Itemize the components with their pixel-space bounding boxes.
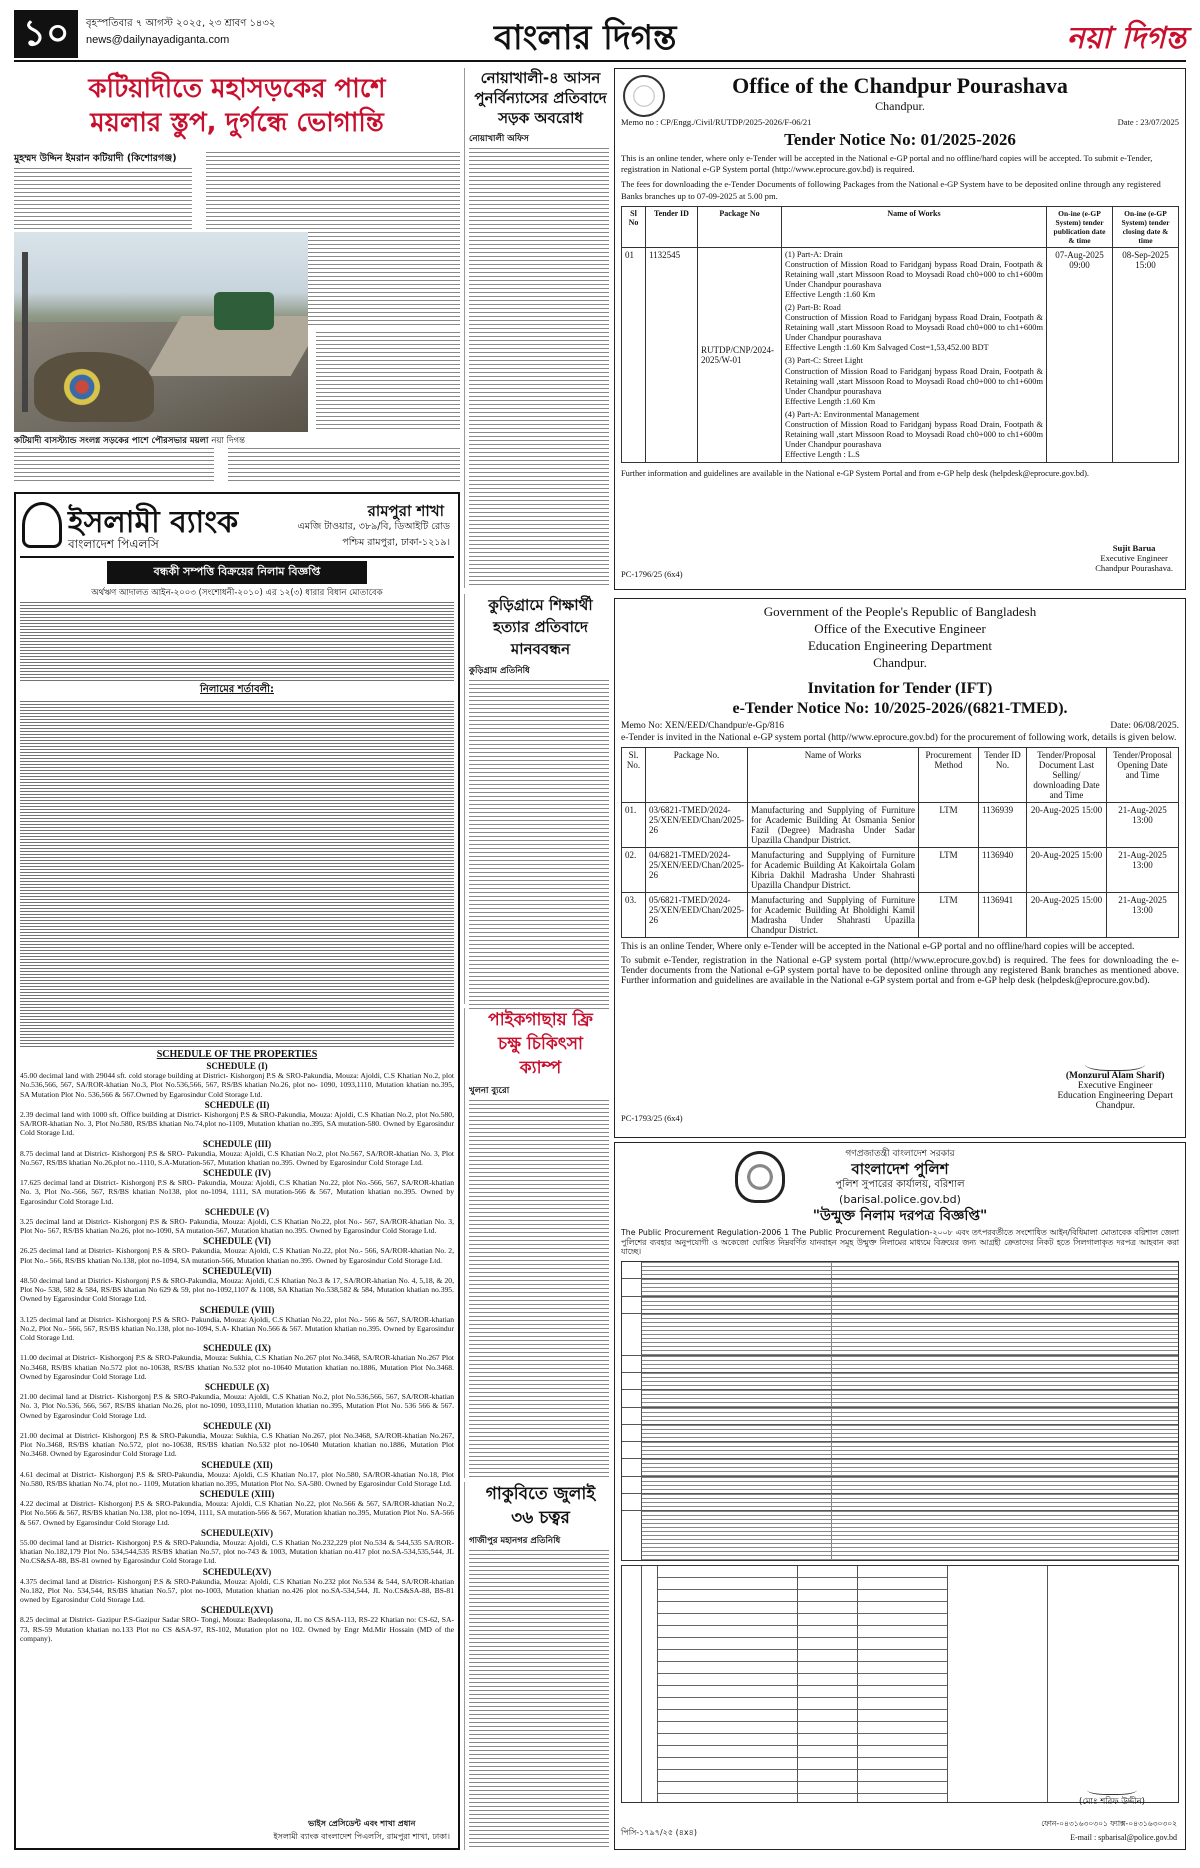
col-sl: Sl No	[622, 206, 646, 247]
story-noakhali	[464, 68, 612, 588]
note2: To submit e-Tender, registration in the National e-GP system portal (http//www.eprocure.gov.bd) is required. The fees for downloading the e-Tender documents from the National e-GP system portal have to be deposited online through any registered Bank branches as mentioned above. Further information and guidelines are available in the National e-GP system portal and from e-GP help desk (helpdesk@eprocure.gov.bd).	[621, 956, 1179, 986]
page-number: ১০	[14, 10, 78, 58]
body-text	[469, 1100, 609, 1480]
signer: ভাইস প্রেসিডেন্ট এবং শাখা প্রধান ইসলামী ব্যাংক বাংলাদেশ পিএলসি, রামপুরা শাখা, ঢাকা।	[273, 1819, 450, 1841]
pourashava-seal	[623, 75, 665, 117]
auction-info-table	[621, 1261, 1179, 1561]
branch-name: রামপুরা শাখা	[367, 502, 444, 520]
col-package: Package No	[698, 206, 782, 247]
law-line: অর্থঋণ আদালত আইন-২০০৩ (সংশোধনী-২০১০) এর ১২(৩) ধারার বিধান মোতাবেক	[91, 588, 383, 598]
byline: গাজীপুর মহানগর প্রতিনিধি	[469, 1536, 561, 1546]
police-pc-code: পিসি-১৭৯৭/২৫ (৪x৪)	[621, 1828, 697, 1837]
table-row: 02. 04/6821-TMED/2024-25/XEN/EED/Chan/2025-26 Manufacturing and Supplying of Furniture for Academic Building At Kakoirtala Golam Kibria Dakhil Madrasha Under Shahrasti Upazilla Chandpur District. LTM 1136940 20-Aug-2025 15:00 21-Aug-2025 13:00	[622, 848, 1179, 893]
byline: মুহম্মদ উদ্দিন ইমরান কটিয়াদী (কিশোরগঞ্জ)	[14, 153, 177, 164]
notice-title: Tender Notice No: 01/2025-2026	[784, 130, 1016, 149]
bank-logo-sub: বাংলাদেশ পিএলসি	[68, 537, 159, 551]
signature-scribble	[1085, 1055, 1145, 1071]
col-tender-id: Tender ID	[646, 206, 698, 247]
police-title: "উন্মুক্ত নিলাম দরপত্র বিজ্ঞপ্তি"	[812, 1208, 988, 1224]
photo-caption: কটিয়াদী বাসস্ট্যান্ড সংলগ্ন সড়কের পাশে পৌরসভার ময়লা নয়া দিগন্ত	[14, 436, 245, 446]
body-text	[14, 448, 214, 484]
pc-code: PC-1793/25 (6x4)	[621, 1113, 683, 1123]
memo-number: Memo no : CP/Engg./Civil/RUTDP/2025-2026/F-06/21	[621, 117, 812, 127]
headline: পাইকগাছায় ফ্রি চক্ষু চিকিৎসা ক্যাম্প	[488, 1010, 593, 1078]
headline: গাকুবিতে জুলাই ৩৬ চত্বর	[485, 1484, 596, 1528]
body-text	[228, 448, 460, 484]
office-subtitle: Chandpur.	[875, 99, 925, 113]
org-line1: Government of the People's Republic of Bangladesh	[763, 604, 1037, 619]
memo-number: Memo No: XEN/EED/Chandpur/e-Gp/816	[621, 721, 785, 731]
org-line2: Office of the Executive Engineer	[814, 621, 986, 636]
police-email: E-mail : spbarisal@police.gov.bd	[1070, 1833, 1177, 1842]
education-engineering-tender	[614, 598, 1186, 1138]
ift-title: Invitation for Tender (IFT)	[807, 680, 993, 697]
vehicle-list-table	[621, 1565, 1179, 1803]
memo-date: Date: 06/08/2025.	[1110, 721, 1179, 731]
org-line4: Chandpur.	[873, 655, 927, 670]
section-title: বাংলার দিগন্ত	[494, 18, 677, 58]
intro-text: e-Tender is invited in the National e-GP system portal (http//www.eprocure.gov.bd) for the procurement of following work, details is given below.	[621, 733, 1177, 743]
islami-bank-auction	[14, 492, 460, 1850]
conditions-body	[20, 701, 454, 1047]
table-row: 03. 05/6821-TMED/2024-25/XEN/EED/Chan/2025-26 Manufacturing and Supplying of Furniture for Academic Building At Bholdighi Kamil Madrasha Under Shahrasti Upazilla Chandpur District. LTM 1136941 20-Aug-2025 15:00 21-Aug-2025 13:00	[622, 893, 1179, 938]
table-row: 01 1132545 RUTDP/CNP/2024-2025/W-01 (1) Part-A: Drain Construction of Mission Road to Faridganj bypass Road Drain, Footpath & Retaining wall ,start Missoon Road to Moysadi Road ch0+000 to ch1+600m Under Chandpur pourashava Effective Length :1.60 Km (2) Part-B: Road Construction of Mission Road to Faridganj bypass Road Drain, Footpath & Retaining wall ,start Missoon Road to Moysadi Road ch0+000 to ch1+600m Under Chandpur pourashava Effective Length :1.60 Km Salvaged Cost=1,53,452.00 BDT (3) Part-C: Street Light Construction of Mission Road to Faridganj bypass Road Drain, Footpath & Retaining wall ,start Missoon Road to Moysadi Road ch0+000 to ch1+600m Under Chandpur pourashava Effective Length :1.60 Km (4) Part-A: Environmental Management Construction of Mission Road to Faridganj bypass Road Drain, Footpath & Retaining wall ,start Missoon Road to Moysadi Road ch0+000 to ch1+600m Under Chandpur pourashava Effective Length : L.S 07-Aug-2025 09:00 08-Sep-2025 15:00	[622, 247, 1179, 463]
office-title: Office of the Chandpur Pourashava	[732, 73, 1068, 98]
newspaper-logo: নয়া দিগন্ত	[1066, 21, 1186, 56]
body-text	[469, 148, 609, 588]
police-intro: The Public Procurement Regulation-2006 1 The Public Procurement Regulation-২০০৮ এবং তৎপরবর্তীতে সংশোধিত আইন/বিধিমালা মোতাবেক বরিশাল জেলা পুলিশের ব্যবহার অনুপযোগী ও অকেজো ঘোষিত নিম্নবর্ণিত যানবাহন সমূহ উন্মুক্ত নিলামের মাধ্যমে বিক্রয়ের জন্য আগ্রহী ক্রেতাদের নিকট হতে সিলগালাকৃত দরপত্র আহবান করা যাচ্ছে।	[621, 1228, 1179, 1257]
body-text	[469, 1550, 609, 1848]
byline: নোয়াখালী অফিস	[469, 134, 529, 144]
bank-header	[20, 498, 454, 558]
police-office: পুলিশ সুপারের কার্যালয়, বরিশাল	[835, 1179, 965, 1190]
road-photo	[14, 232, 308, 432]
police-signature: (মোঃ শরিফ উদ্দীন)	[1079, 1783, 1145, 1809]
col-close: On-ine (e-GP System) tender closing date & time	[1113, 206, 1179, 247]
col-pub: On-ine (e-GP System) tender publication date & time	[1047, 206, 1113, 247]
signature: (Monzurul Alam Sharif) Executive Engineer Education Engineering Depart Chandpur.	[1057, 1055, 1173, 1111]
email-line: news@dailynayadiganta.com	[86, 34, 230, 46]
note1: This is an online Tender, Where only e-Tender will be accepted in the National e-GP portal and no offline/hard copies will be accepted.	[621, 942, 1135, 952]
body-text	[316, 332, 460, 432]
barisal-police-auction	[614, 1142, 1186, 1850]
conditions-title: নিলামের শর্তাবলী:	[200, 684, 274, 695]
police-org: বাংলাদেশ পুলিশ	[851, 1160, 949, 1178]
police-phone: ফোন-০৪৩১৬৩০৩০১ ফ্যাক্স-০৪৩১৬৩০৩০২	[1041, 1819, 1177, 1828]
notice-title: বন্ধকী সম্পত্তি বিক্রয়ের নিলাম বিজ্ঞপ্তি	[107, 561, 367, 584]
pc-code: PC-1796/25 (6x4)	[621, 569, 683, 579]
headline: কটিয়াদীতে মহাসড়কের পাশে ময়লার স্তুপ, দুর্গন্ধে ভোগান্তি	[88, 74, 386, 138]
tender-table	[621, 206, 1179, 464]
notice-number: e-Tender Notice No: 10/2025-2026/(6821-TMED).	[732, 700, 1068, 717]
masthead	[14, 8, 1186, 62]
footer-text: Further information and guidelines are available in the National e-GP System Portal and from e-GP help desk (helpdesk@eprocure.gov.bd).	[621, 469, 1089, 479]
headline: নোয়াখালী-৪ আসন পুনর্বিন্যাসের প্রতিবাদে সড়ক অবরোধ	[474, 69, 607, 127]
schedule-list: SCHEDULE (I) 45.00 decimal land with 29044 sft. cold storage building at District- Kishorgonj P.S & SRO-Pakundia, Mouza: Ajoldi, C.S Khatian No.2, plot No.536,566, 567, SA/ROR-khatian No.3, Plot No.536,566, 567, RS/BS khatian No.26, plot no- 1090, 1093,1110, Mutation khatian no.395, SA Mutation Plot No. 536,566 & 567.Owned by Egarosindur Cold Storage Ltd. SCHEDULE (II) 2.39 decimal land with 1000 sft. Office building at District- Kishorgonj P.S & SRO-Pakundia, Mouza: Ajoldi, C.S Khatian No.2, plot No.580, SA/ROR-khatian No. 3, Plot No.580, RS/BS khatian No.74,plot no-1109, Mutation khatian no.395, SA mutation-580. Owned by Egarosindur Cold Storage Ltd. SCHEDULE (III) 8.75 decimal land at District- Kishorgonj P.S & SRO- Pakundia, Mouza: Ajoldi, C.S Khatian No.2, plot No.567, SA/ROR-khatian No. 3, Plot No.567, RS/BS khatian No.26,plot no.-1110, S.A-Mutation-567, Mutation khatian no.395. Owned by Egarosindur Cold Storage Ltd. SCHEDULE (IV) 17.625 decimal land at District- Kishorgonj P.S & SRO- Pakundia, Mouza: Ajoldi, C.S Khatian No.22, plot No.-566, 567, SA/ROR-khatian No. 3, Plot No.-566, 567, RS/BS khatian No138, plot no-1094, 1111, SA mutation-566 & 567, Mutation khatian no.395. Owned by Egarosindur Cold Storage Ltd. SCHEDULE (V) 3.25 decimal land at District- Kishorgonj P.S & SRO- Pakundia, Mouza: Ajoldi, C.S Khatian No.22, plot No.- 567, SA/ROR-khatian No. 3, Plot No- 567, RS/BS khatian No.26, plot no-1090, SA mutation-567, Mutation khatian no.395. Owned by Egarosindur Cold Storage Ltd. SCHEDULE (VI) 26.25 decimal land at District- Kishorgonj P.S & SRO- Pakundia, Mouza: Ajoldi, C.S Khatian No.22, plot No.- 566, SA/ROR-khatian No. 2, Plot No.- 566, RS/BS khatian No.138, plot no-1094, SA mutation-566, Mutation khatian no.395. Owned by Egarosindur Cold Storage Ltd. SCHEDULE(VII) 48.50 decimal land at District- Kishorgonj P.S & SRO-Pakundia, Mouza: Ajoldi, C.S Khatian No.3 & 17, SA/ROR-khatian No. 4, 5,18, & 20, Plot No- 538, 582 & 584, RS/BS khatian No 629 & 59, plot no-1092,1107 & 1108, SA Khatian No.538,582 & 584, Mutation khatian no.395. Owned by Egarosindur Cold Storage Ltd. SCHEDULE (VIII) 3.125 decimal land at District- Kishorgonj P.S & SRO- Pakundia, Mouza: Ajoldi, C.S Khatian No.22, plot No.- 566 & 567, SA/ROR-khatian No.2, Plot No.- 566, 567, RS/BS khatian No.138, plot no-1094, S.A- Khatian No.566 & 567. Mutation khatian no.395. Owned by Egarosindur Cold Storage Ltd. SCHEDULE (IX) 11.00 decimal at District- Kishorgonj P.S & SRO-Pakundia, Mouza: Sukhia, C.S Khatian No.267 plot No.3468, SA/ROR-khatian No.267 Plot No.3468, RS/BS khatian No.572 plot no-10638, RS/BS khatian No.532 plot no-10640 Mutation khatian no.1886, Mutation Plot No.3468. Owned by Egarosindur Cold Storage Ltd. SCHEDULE (X) 21.00 decimal land at District- Kishorgonj P.S & SRO-Pakundia, Mouza: Ajoldi, C.S Khatian No.2, plot No.536,566, 567, SA/ROR-khatian No. 3, Plot No.536, 566, 567, RS/BS khatian No.26, plot no-1090, 1093,1110, Mutation khatian no.395, Mutation Plot No. 536 566 & 567. Owned by Egarosindur Cold Storage Ltd. SCHEDULE (XI) 21.00 decimal at District- Kishorgonj P.S & SRO-Pakundia, Mouza: Sukhia, C.S Khatian No.267, plot No.3468, SA/ROR-khatian No.267, Plot No.3468, RS/BS khatian No.572, plot no-10638, RS/BS khatian No.532 plot no-10640 Mutation khatian no.1886, Mutation Plot No.3468. Owned by Egarosindur Cold Storage Ltd. SCHEDULE (XII) 4.61 decimal at District- Kishorgonj P.S & SRO-Pakundia, Mouza: Ajoldi, C.S Khatian No.17, plot No.580, SA/ROR-khatian No.18, Plot No.580, RS/BS khatian No.74, plot no.- 1109, Mutation khatian no.395, Mutation Plot No. SA-580. Owned by Egarosindur Cold Storage Ltd. SCHEDULE (XIII) 4.22 decimal at District- Kishorgonj P.S & SRO-Pakundia, Mouza: Ajoldi, C.S Khatian No.22, plot No.566 & 567, SA/ROR-khatian No.2, Plot No.566 & 567, RS/BS khatian No.138, plot no-1094, 1111, SA mutation-566 & 567, Mutation khatian no.395, Mutation Plot No. SA-566 & 567. Owned by Egarosindur Cold Storage Ltd. SCHEDULE(XIV) 55.00 decimal land at District- Kishorgonj P.S & SRO-Pakundia, Mouza: Ajoldi, C.S Khatian No.232,229 plot No.534 & 544,535 SA/ROR-khatian No.182,179 Plot No. 534,544,535 RS/BS khatian No.57, plot no-743 & 1003, Mutation khatian no.417 plot no.SA-534,535,544, JL No.CS&SA-88, BS-81 owned by Egarosindur Cold Storage Ltd. SCHEDULE(XV) 4.375 decimal land at District- Kishorgonj P.S & SRO-Pakundia, Mouza: Ajoldi, C.S Khatian No.232 plot No.534 & 544, SA/ROR-khatian No.182, Plot No. 534,544, RS/BS khatian No.57, plot no-1003, Mutation khatian no.426 plot no.SA-534,544, JL No.CS&SA-88, BS-81 owned by Egarosindur Cold Storage Ltd. SCHEDULE(XVI) 8.25 decimal at District- Gazipur P.S-Gazipur Sadar SRO- Tongi, Mouza: Badeqolasona, JL no CS &SA-113, RS-22 Khatian no: CS-62, SA-73, RS-59 Mutation khatian no.133 Plot no CS &SA-97, RS-102, Mutation plot no 102. Owned by Engr Md.Mir Hossain (MD of the company).	[20, 1061, 454, 1643]
date-line: বৃহস্পতিবার ৭ আগস্ট ২০২৫, ২৩ শ্রাবণ ১৪৩২	[86, 18, 276, 29]
branch-address1: এমজি টাওয়ার, ৩৮৯/বি, ডিআইটি রোড	[297, 521, 450, 532]
signature-scribble	[1087, 1783, 1137, 1795]
police-emblem	[735, 1151, 785, 1203]
intro-text: This is an online tender, where only e-Tender will be accepted in the National e-GP portal and no offline/hard copies will be accepted. To submit e-Tender, registration in National e-GP System portal (http://www.eprocure.gov.bd) is required.	[621, 153, 1153, 175]
byline: কুড়িগ্রাম প্রতিনিধি	[469, 666, 530, 676]
bank-logo-icon	[22, 502, 62, 548]
chandpur-pourashava-tender	[614, 68, 1186, 590]
bank-logo-text: ইসলামী ব্যাংক	[68, 505, 239, 540]
fees-text: The fees for downloading the e-Tender Documents of following Packages from the National e-GP System have to be deposited online through any registered Banks branches up to 07-09-2025 at 5.00 pm.	[621, 179, 1161, 201]
signature: Sujit Barua Executive Engineer Chandpur Pourashava.	[1095, 543, 1173, 573]
org-line3: Education Engineering Department	[807, 638, 993, 653]
body-text	[469, 680, 609, 1010]
headline: কুড়িগ্রামে শিক্ষার্থী হত্যার প্রতিবাদে মানববন্ধন	[488, 596, 593, 658]
byline: খুলনা ব্যুরো	[469, 1086, 510, 1096]
schedule-title: SCHEDULE OF THE PROPERTIES	[156, 1049, 318, 1060]
story-kotiadi	[14, 68, 460, 488]
story-paikgacha	[464, 1008, 612, 1478]
story-gakubi	[464, 1482, 612, 1850]
tender-table: Sl. No. Package No. Name of Works Procurement Method Tender ID No. Tender/Proposal Document Last Selling/ downloading Date and Time Tender/Proposal Opening Date and Time 01. 03/6821-TMED/2024-25/XEN/EED/Chan/2025-26 Manufacturing and Supplying of Furniture for Academic Building At Osmania Senior Fazil (Degree) Madrasha Under Sadar Upazilla Chandpur District. LTM 1136939 20-Aug-2025 15:00 21-Aug-2025 13:00 02. 04/6821-TMED/2024-25/XEN/EED/Chan/2025-26 Manufacturing and Supplying of Furniture for Academic Building At Kakoirtala Golam Kibria Dakhil Madrasha Under Shahrasti Upazilla Chandpur District. LTM 1136940 20-Aug-2025 15:00 21-Aug-2025 13:00 03. 05/6821-TMED/2024-25/XEN/EED/Chan/2025-26 Manufacturing and Supplying of Furniture for Academic Building At Bholdighi Kamil Madrasha Under Shahrasti Upazilla Chandpur District. LTM 1136941 20-Aug-2025 15:00 21-Aug-2025 13:00	[621, 747, 1179, 938]
notice-body	[20, 602, 454, 682]
police-website: (barisal.police.gov.bd)	[839, 1193, 961, 1206]
story-kurigram	[464, 594, 612, 1004]
memo-date: Date : 23/07/2025	[1117, 117, 1179, 127]
col-works: Name of Works	[782, 206, 1047, 247]
gov-line: গণপ্রজাতন্ত্রী বাংলাদেশ সরকার	[845, 1149, 955, 1159]
branch-address2: পশ্চিম রামপুরা, ঢাকা-১২১৯।	[342, 537, 450, 548]
table-row: 01. 03/6821-TMED/2024-25/XEN/EED/Chan/2025-26 Manufacturing and Supplying of Furniture for Academic Building At Osmania Senior Fazil (Degree) Madrasha Under Sadar Upazilla Chandpur District. LTM 1136939 20-Aug-2025 15:00 21-Aug-2025 13:00	[622, 803, 1179, 848]
